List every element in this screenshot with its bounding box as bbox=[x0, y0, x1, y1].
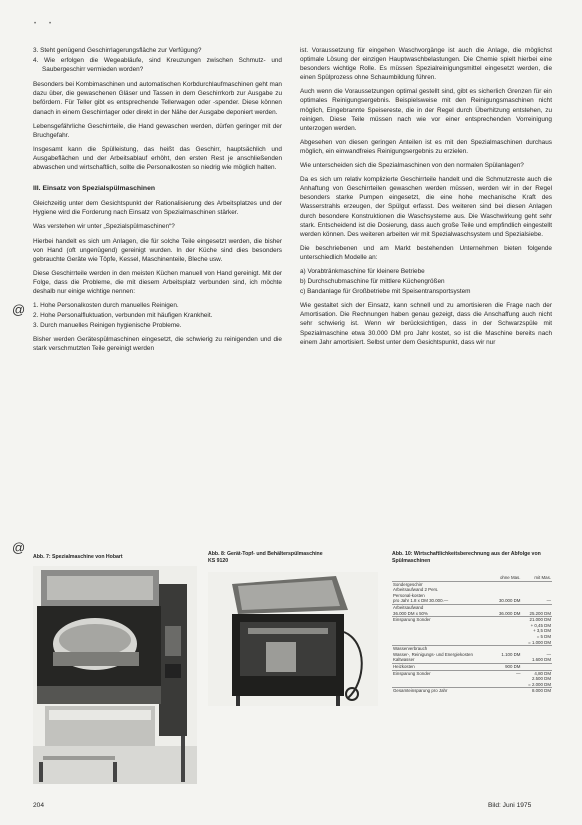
table-cell-value: 21.000 DM + 0,45 DM + 3,5 DM = 5 DM = 1.000 DM bbox=[521, 617, 552, 646]
table-cell-value: — bbox=[493, 670, 522, 688]
table-cell-label: Arbeitsaufwand bbox=[392, 604, 493, 610]
paragraph: Besonders bei Kombimaschinen und automatischen Korbdurchlaufmaschinen geht man dazu über, die gewaschenen Gläser und Tassen in dem Geschirrkorb zur Ausgabe zu befördern. Für Teller gibt es entsprechende Tellerwagen oder -spender. Diese können danach in einem Geschirrlager oder direkt in der Nähe der Ausgabe deponiert werden. bbox=[33, 81, 282, 116]
section-heading: III. Einsatz von Spezialspülmaschinen bbox=[33, 185, 155, 193]
list-item: c) Bandanlage für Großbetriebe mit Speisentransportsystem bbox=[300, 288, 471, 296]
table-cell-label: Arbeitsaufwand 2 Pers. bbox=[393, 587, 439, 593]
paragraph: Gleichzeitig unter dem Gesichtspunkt der Rationalisierung des Arbeitsplatzes und der Hygiene wird die Forderung nach Einsatz von Spezialmaschinen stärker. bbox=[33, 200, 282, 217]
list-item: 1. Hohe Personalkosten durch manuelles Reinigen. bbox=[33, 302, 179, 310]
left-column bbox=[33, 46, 282, 359]
figure-caption: Abb. 8: Gerät-Topf- und Behälterspülmaschine KS 9120 bbox=[208, 551, 323, 564]
table-cell-value: 8.000 DM bbox=[521, 688, 552, 694]
list-item: 4. Wie erfolgen die Wegeabläufe, sind Kreuzungen zwischen Schmutz- und Saubergeschirr vermieden worden? bbox=[33, 57, 282, 74]
list-item: b) Durchschubmaschine für mittlere Küchengrößen bbox=[300, 278, 445, 286]
corner-mark: • bbox=[49, 21, 52, 27]
table-row bbox=[392, 663, 552, 670]
margin-mark: @ bbox=[12, 540, 26, 555]
paragraph: Bisher werden Gerätespülmaschinen eingesetzt, die schwierig zu reinigenden und die stark verschmutzten Teile gereinigt werden bbox=[33, 336, 282, 353]
table-cell-value bbox=[493, 617, 522, 646]
table-cell-label: Heizkosten bbox=[392, 663, 493, 670]
table-cell-label: Sondergeschirr bbox=[392, 581, 493, 587]
paragraph: Lebensgefährliche Geschirrteile, die Hand gewaschen werden, dürfen geringer mit der Bruchgefahr. bbox=[33, 122, 282, 139]
paragraph: ist. Voraussetzung für eingehen Waschvorgänge ist auch die Anlage, die möglichst optimale Lösung der einzigen Hauptwaschbelastungen. Die Chemie spielt hierbei eine besonders wichtige Rolle. Es müssen Spezialreinigungsmittel eingesetzt werden, die einen Spülprozess ohne Schaumbildung führen. bbox=[300, 47, 552, 82]
table-cell-value: 1.100 DM bbox=[501, 651, 521, 657]
paragraph: Da es sich um relativ komplizierte Geschirrteile handelt und die Schmutzreste auch die Anhaftung von Geschirrteilen gewaschen werden müssen, werden wir in der Regel besonders starke Pumpen eingesetzt, die eine hohe mechanische Kraft des Wasserstrahls erzeugen, der Spülgut erfasst. Des weiteren sind bei diesen Anlagen durch besondere Konstruktionen die Waschsysteme aus. Die Waschwirkung geht sehr stark. Entscheidend ist die Dosierung, dass auch große Teile und empfindlich eingestellt werden können. Des weiteren arbeiten wir mit Spezialwaschsystem und Spezialsiebe. bbox=[300, 176, 552, 238]
table-cell-label: Wasser-, Reinigungs- und Energiekosten bbox=[393, 651, 473, 657]
table-row bbox=[392, 688, 552, 694]
paragraph: Was verstehen wir unter „Spezialspülmaschinen“? bbox=[33, 223, 175, 231]
wirtschaftlichkeit-table bbox=[392, 575, 552, 694]
paragraph: Die beschriebenen und am Markt bestehenden Unternehmen bieten folgende unterschiedlich Modelle an: bbox=[300, 244, 552, 261]
table-cell-label: Gesamteinsparung pro Jahr bbox=[392, 688, 493, 694]
list-item: 2. Hohe Personalfluktuation, verbunden mit häufigen Krankheit. bbox=[33, 312, 213, 320]
table-header: mit Mas. bbox=[534, 575, 551, 580]
list-item: 3. Durch manuelles Reinigen hygienische Probleme. bbox=[33, 322, 182, 330]
journal-issue: Bild: Juni 1975 bbox=[488, 802, 532, 809]
table-cell-value: 4,80 DM 2.500 DM = 2.000 DM bbox=[521, 670, 552, 688]
margin-mark: @ bbox=[12, 302, 26, 317]
page-number: 204 bbox=[33, 802, 45, 809]
figure-caption: Abb. 10: Wirtschaftlichkeitsberechnung aus der Abfolge von Spülmaschinen bbox=[392, 551, 541, 564]
list-item: 3. Steht genügend Geschirrlagerungsfläche zur Verfügung? bbox=[33, 47, 202, 54]
paragraph: Wie unterscheiden sich die Spezialmaschinen von den normalen Spülanlagen? bbox=[300, 162, 524, 170]
table-cell-value: 900 DM bbox=[493, 663, 522, 670]
paragraph: Abgesehen von diesen geringen Anteilen ist es mit den Spezialmaschinen durchaus möglich, ein einwandfreies Reinigungsergebnis zu erzielen. bbox=[300, 138, 552, 155]
paragraph: Diese Geschirrteile werden in den meisten Küchen manuell von Hand gereinigt. Mit der Folge, dass die Probleme, die mit diesem Arbeitsplatz verbunden sind, ich möchte deshalb nur einige wichtige nennen: bbox=[33, 269, 282, 295]
table-cell-label: Einsparung Sonder bbox=[392, 670, 493, 688]
table-cell-value: 1.600 DM bbox=[531, 657, 551, 663]
figure-caption: Abb. 7: Spezialmaschine von Hobart bbox=[33, 554, 123, 560]
table-header: ohne Mas. bbox=[499, 575, 521, 580]
table-cell-label: Kaltwasser bbox=[393, 657, 415, 663]
table-cell-label: pro Jahr 1.8 x DM 30.000.— bbox=[393, 598, 449, 604]
paragraph: Auch wenn die Voraussetzungen optimal gestellt sind, gibt es sicherlich Grenzen für ein optimales Reinigungsergebnis. Beispielsweise mit den Reinigungsmaschinen nicht möglich, Eingebrannte Speisereste, die in der Regel durch Überhitzung entstehen, zu reinigen. Diese Teile müssen nach wie vor einer entsprechenden Vorreinigung unterzogen werden. bbox=[300, 88, 552, 132]
paragraph: Hierbei handelt es sich um Anlagen, die für solche Teile eingesetzt werden, die bisher von Hand (oft ungenügend) gereinigt wurden. In der Küche sind dies besonders gebrauchte Geräte wie Töpfe, Kessel, Maschinenteile, Bleche usw. bbox=[33, 237, 282, 263]
table-cell-value bbox=[521, 663, 552, 670]
table-cell-label: Personal-kosten bbox=[393, 592, 425, 598]
table-cell-value: 36.000 DM bbox=[498, 610, 521, 616]
table-cell-value: 25.200 DM bbox=[529, 610, 551, 616]
table-cell-label: 36.000 DM x 50% bbox=[393, 610, 428, 616]
corner-mark: • bbox=[34, 21, 37, 27]
spezialmaschine-photo bbox=[33, 566, 197, 784]
paragraph: Wie gestaltet sich der Einsatz, kann schnell und zu amortisieren die Frage nach der Amortisation. Die Rechnungen haben genau gezeigt, dass die Anschaffung auch nicht sehr schwierig ist. Wenn wir berücksichtigen, dass in der Schwarzspüle mit Spezialmaschine etwa 30.000 DM pro Jahr kostet, so ist die Maschine bereits nach einem Jahr amortisiert. Selbst unter dem Gesichtspunkt, dass wir nur bbox=[300, 302, 552, 346]
table-cell-value: — bbox=[546, 651, 551, 657]
table-cell-label: Wasserverbrauch bbox=[392, 646, 493, 652]
right-column bbox=[300, 46, 552, 352]
list-item: a) Vorabtränkmaschine für kleinere Betriebe bbox=[300, 267, 425, 275]
table-cell-label: Einsparung Sonder bbox=[392, 617, 493, 646]
paragraph: Insgesamt kann die Spülleistung, das heißt das Geschirr, hauptsächlich und Ausgabeflächen und der Arbeitsablauf erhöht, den ersten Rest je anschließenden abwaschen und wirtschaftlich, sollte die Personalkosten so niedrig wie möglich halten. bbox=[33, 145, 282, 172]
table-cell-value: 30.000 DM bbox=[498, 598, 521, 604]
table-cell-value: — bbox=[546, 598, 551, 604]
table-row bbox=[392, 670, 552, 688]
topfspuelmaschine-photo bbox=[208, 572, 378, 706]
table-cell-value bbox=[493, 688, 522, 694]
table-row bbox=[392, 617, 552, 646]
